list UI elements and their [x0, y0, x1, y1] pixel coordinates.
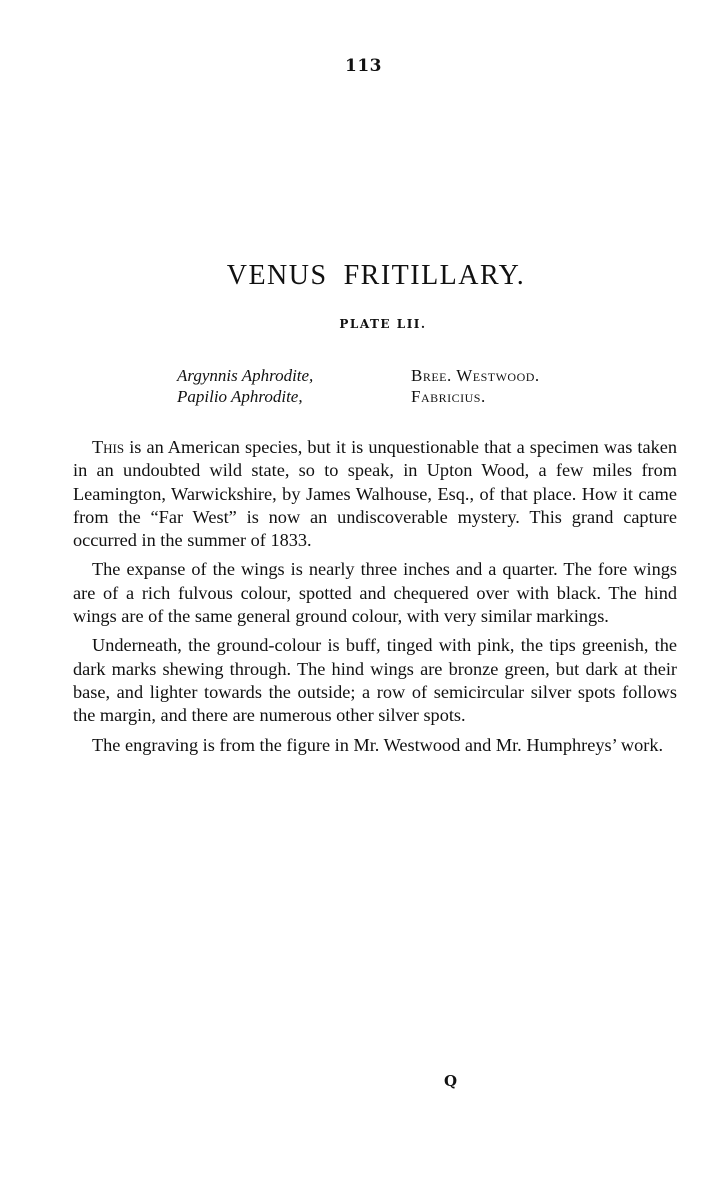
paragraph-lead-word: This	[92, 437, 125, 457]
page-number: 113	[345, 56, 382, 76]
paragraph-wings: The expanse of the wings is nearly three inches and a quarter. The fore wings are of a rich fulvous colour, spotted and chequered over with black. The hind wings are of the same general ground colour, with very similar markings.	[73, 559, 677, 627]
synonym-name: Papilio Aphrodite,	[177, 387, 303, 406]
synonym-name: Argynnis Aphrodite,	[177, 366, 314, 385]
synonym-row	[177, 365, 637, 386]
synonym-list	[177, 365, 637, 407]
synonym-row	[177, 386, 637, 407]
plate-label: PLATE LII.	[339, 317, 427, 331]
paragraph-underside: Underneath, the ground-colour is buff, tinged with pink, the tips greenish, the dark marks shewing through. The hind wings are bronze green, but dark at their base, and lighter towards the outside; a row of semicircular silver spots follows the margin, and there are numerous other silver spots.	[73, 635, 677, 726]
paragraph-intro-text: is an American species, but it is unquestionable that a specimen was taken in an undoubted wild state, so to speak, in Upton Wood, a few miles from Leamington, Warwickshire, by James Walhouse, Esq., of that place. How it came from the “Far West” is now an undiscoverable mystery. This grand capture occurred in the summer of 1833.	[73, 437, 677, 551]
paragraph-intro	[73, 436, 677, 552]
page-title	[0, 260, 727, 292]
title-word-fritillary: FRITILLARY.	[343, 260, 526, 291]
synonym-author: Bree. Westwood.	[411, 366, 540, 385]
signature-mark: Q	[444, 1072, 458, 1090]
paragraph-engraving: The engraving is from the figure in Mr. Westwood and Mr. Humphreys’ work.	[92, 734, 664, 755]
synonym-author: Fabricius.	[411, 387, 486, 406]
title-word-venus: VENUS	[226, 260, 328, 291]
body-text	[73, 436, 677, 763]
